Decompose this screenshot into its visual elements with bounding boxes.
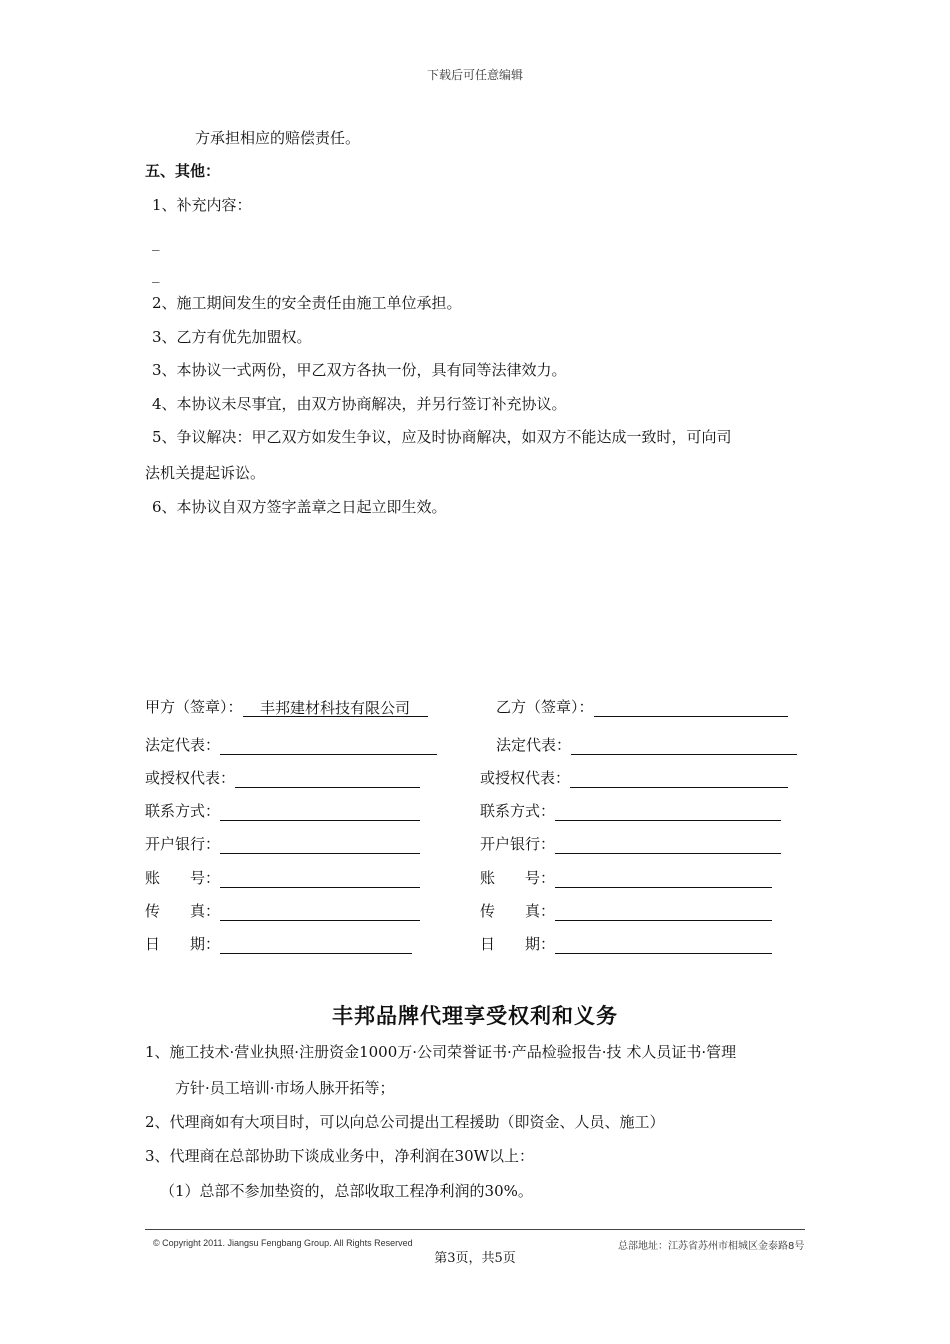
signature-line [235,769,420,788]
rights-item-cont: 方针·员工培训·市场人脉开拓等； [175,1079,395,1097]
party-a-auth-rep [145,768,420,788]
signature-line [220,802,420,821]
signature-line [555,869,772,888]
party-b-fax [480,901,772,921]
page-header: 下载后可任意编辑 [426,68,523,82]
clause-item: 5、争议解决：甲乙双方如发生争议，应及时协商解决，如双方不能达成一致时，可向司 [152,428,732,446]
clause-item-cont: 法机关提起诉讼。 [145,464,266,482]
clause-continuation: 方承担相应的赔偿责任。 [195,129,361,147]
rights-item: 1、施工技术·营业执照·注册资金1000万·公司荣誉证书·产品检验报告·技 术人员证书·管理 [145,1043,737,1061]
signature-line [555,835,781,854]
auth-rep-label: 或授权代表： [480,769,571,787]
signature-line [555,935,772,954]
section-heading: 五、其他： [145,162,221,180]
signature-line [220,902,420,921]
legal-rep-label: 法定代表： [496,736,572,754]
party-a-row [145,697,428,717]
party-b-date [480,934,772,954]
contact-label: 联系方式： [480,802,556,820]
footer-divider [145,1229,805,1230]
clause-item: 3、本协议一式两份，甲乙双方各执一份，具有同等法律效力。 [152,361,567,379]
party-b-contact [480,801,781,821]
fax-label: 传 真： [145,902,221,920]
party-a-bank [145,834,420,854]
party-a-account [145,868,420,888]
date-label: 日 期： [145,935,221,953]
party-b-label: 乙方（签章）： [496,698,594,716]
party-b-bank [480,834,781,854]
signature-line [555,902,772,921]
contact-label: 联系方式： [145,802,221,820]
clause-item: 3、乙方有优先加盟权。 [152,328,312,346]
legal-rep-label: 法定代表： [145,736,221,754]
hq-address: 总部地址：江苏省苏州市相城区金泰路8号 [618,1241,805,1252]
auth-rep-label: 或授权代表： [145,769,236,787]
party-b-legal-rep [496,735,797,755]
signature-line [220,835,420,854]
party-a-fax [145,901,420,921]
signature-line [220,736,437,755]
party-a-contact [145,801,420,821]
account-label: 账 号： [480,869,556,887]
copyright-text: © Copyright 2011. Jiangsu Fengbang Group. All Rights Reserved [153,1238,413,1248]
party-a-date [145,934,412,954]
bank-label: 开户银行： [145,835,221,853]
blank-line: _ [152,233,160,251]
signature-line [555,802,781,821]
rights-item: 3、代理商在总部协助下谈成业务中，净利润在30W以上： [145,1147,535,1165]
signature-line [220,935,412,954]
signature-line [220,869,420,888]
rights-title: 丰邦品牌代理享受权利和义务 [332,1003,618,1028]
clause-item: 6、本协议自双方签字盖章之日起立即生效。 [152,498,447,516]
fax-label: 传 真： [480,902,556,920]
party-b-row [496,697,788,717]
party-a-legal-rep [145,735,437,755]
date-label: 日 期： [480,935,556,953]
rights-item: 2、代理商如有大项目时，可以向总公司提出工程援助（即资金、人员、施工） [145,1113,665,1131]
account-label: 账 号： [145,869,221,887]
signature-line [571,736,797,755]
clause-item: 2、施工期间发生的安全责任由施工单位承担。 [152,294,462,312]
blank-line: _ [152,265,160,283]
party-a-name: 丰邦建材科技有限公司 [243,698,428,717]
clause-item: 1、补充内容： [152,196,252,214]
bank-label: 开户银行： [480,835,556,853]
rights-subitem: （1）总部不参加垫资的，总部收取工程净利润的30%。 [160,1182,533,1200]
clause-item: 4、本协议未尽事宜，由双方协商解决，并另行签订补充协议。 [152,395,567,413]
signature-line [570,769,788,788]
page-number: 第3页，共5页 [434,1251,516,1266]
signature-line [594,698,788,717]
party-b-auth-rep [480,768,788,788]
party-b-account [480,868,772,888]
party-a-label: 甲方（签章）： [145,698,243,716]
